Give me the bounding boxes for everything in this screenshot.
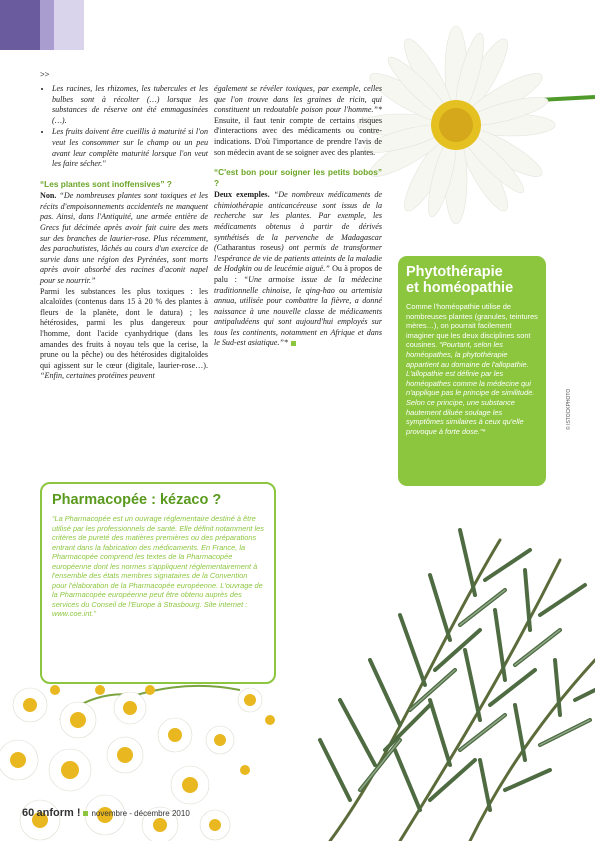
magazine-name: anform ! <box>36 807 81 819</box>
quote-text: également se révéler toxiques, par exemple, celles que l'on trouve dans les graines de ricin, qui constituent un redoutable poison pour l'homme.”* <box>214 84 382 115</box>
article-column-1 <box>40 84 208 382</box>
rosemary-illustration <box>320 530 595 841</box>
quote-text: “De nombreuses plantes sont toxiques et les récits d'empoisonnements accidentels ne manquent pas. Ainsi, dans l'Antiquité, une armée entière de Grecs fut décimée après avoir fait cuire des mets sur des branches de laurier-rose. Plus récemment, des parachutistes, lâchés au cours d'un exercice de survie dans une région des Pyrénées, sont morts après avoir absorbé des racines d'aconit napel pour se nourrir.” <box>40 191 209 285</box>
box-text: “La Pharmacopée est un ouvrage réglementaire destiné à être utilisé par les professionnels de santé. Elle définit notamment les critères de pureté des matières premières ou des préparations entrant dans la fabrication des médicaments. En France, la Pharmacopée comprend les textes de la Pharmacopée européenne dont les normes s'appliquent réglementairement à l'ensemble des états membres signataires de la Convention pour l'élaboration de la Pharmacopée européenne. L'ouvrage de la Pharmacopée européenne peut être obtenu auprès des services du Conseil de l'Europe à Strasbourg. Site internet : www.coe.int.” <box>52 514 264 618</box>
photo-credit: © ISTOCKPHOTO <box>566 388 572 430</box>
paragraph <box>40 287 208 382</box>
box-title-line2: et homéopathie <box>406 280 514 296</box>
section-heading: “Les plantes sont inoffensives” ? <box>40 178 172 189</box>
section-heading: “C'est bon pour soigner les petits bobos” ? <box>214 167 382 188</box>
box-title <box>406 264 538 296</box>
paragraph <box>214 84 382 158</box>
body-text: Ensuite, il faut tenir compte de certains risques d'interactions avec des médicaments ou contre-indications. D'où l'importance de prendre l'avis de son médecin avant de se soigner avec des plantes. <box>214 115 382 157</box>
body-text: Comme l'homéopathie utilise de nombreuses plantes (granules, teintures mères…), on pourrait facilement imaginer que les deux disciplines sont cousines. <box>406 302 538 350</box>
end-square-icon <box>291 341 296 346</box>
page-footer <box>22 807 190 819</box>
paragraph <box>214 190 382 349</box>
phytotherapie-box <box>398 256 546 486</box>
box-title-line1: Phytothérapie <box>406 264 503 280</box>
lead-word: Non. <box>40 191 57 201</box>
body-text: Parmi les substances les plus toxiques : les alcaloïdes (contenus dans 15 à 20 % des plantes à fleurs de la planète, dont le datura) ; les hétérosides, parmi les plus dangereux pour l'homme, dont l'acide cyanhydrique (dans les amandes des fruits à noyau tels que la cerise, la prune ou la pêche) ou des hétérosides digitaloïdes qui agissent sur le cœur (digitale, laurier-rose…). <box>40 286 208 370</box>
issue-date: novembre - décembre 2010 <box>91 809 190 818</box>
quote-text: “De nombreux médicaments de chimiothérapie anticancéreuse sont issus de la recherche sur les plantes. Par exemple, les médicaments obtenus à partir de dérivés synthétisés de la pervenche de Madagascar ( <box>214 190 382 253</box>
paragraph <box>40 191 208 286</box>
quote-text: ) ont permis de transformer l'espérance de vie de patients atteints de la maladie de Hodgkin ou de leucémie aiguë.” <box>214 243 382 274</box>
footer-square-icon <box>83 811 88 816</box>
quote-text: “Pourtant, selon les homéopathes, la phytothérapie appartient au domaine de l'allopathie. L'allopathie est définie par les homéopathes comme la médecine qui n'applique pas le principe de similitude. Selon ce principe, une substance hautement diluée soulage les symptômes similaires à ceux qu'elle provoque à forte dose.”* <box>406 340 535 436</box>
body-text: Ou à propos de palu : <box>214 264 382 284</box>
box-text <box>406 302 538 436</box>
bullet-list <box>40 84 208 170</box>
lead-word: Deux exemples. <box>214 190 270 200</box>
list-item: • Les racines, les rhizomes, les tubercules et les bulbes sont à récolter (…) lorsque les substances de réserve ont été emmagasinées (…). <box>52 84 208 126</box>
pharmacopee-box <box>40 482 276 684</box>
continuation-marker: >> <box>40 70 50 79</box>
list-item: • Les fruits doivent être cueillis à maturité si l'on veut les consommer sur le champ ou un peu avant leur complète maturité lorsque l'on veut les faire sécher." <box>52 127 208 169</box>
article-column-2 <box>214 84 382 349</box>
quote-text: “Une armoise issue de la médecine traditionnelle chinoise, le qing-hao ou artemisia annua, utilisée pour combattre la fièvre, a donné naissance à une nouvelle classe de médicaments antipaludéens qui sont aujourd'hui employés sur tous les continents, notamment en Afrique et dans le Sud-est asiatique.”* <box>214 274 382 348</box>
daisy-illustration <box>357 26 595 224</box>
quote-text: “Enfin, certaines protéines peuvent <box>40 371 155 381</box>
box-title: Pharmacopée : kézaco ? <box>52 492 222 508</box>
species-name: Catharantus roseus <box>216 243 281 253</box>
page-number: 60 <box>22 807 35 819</box>
